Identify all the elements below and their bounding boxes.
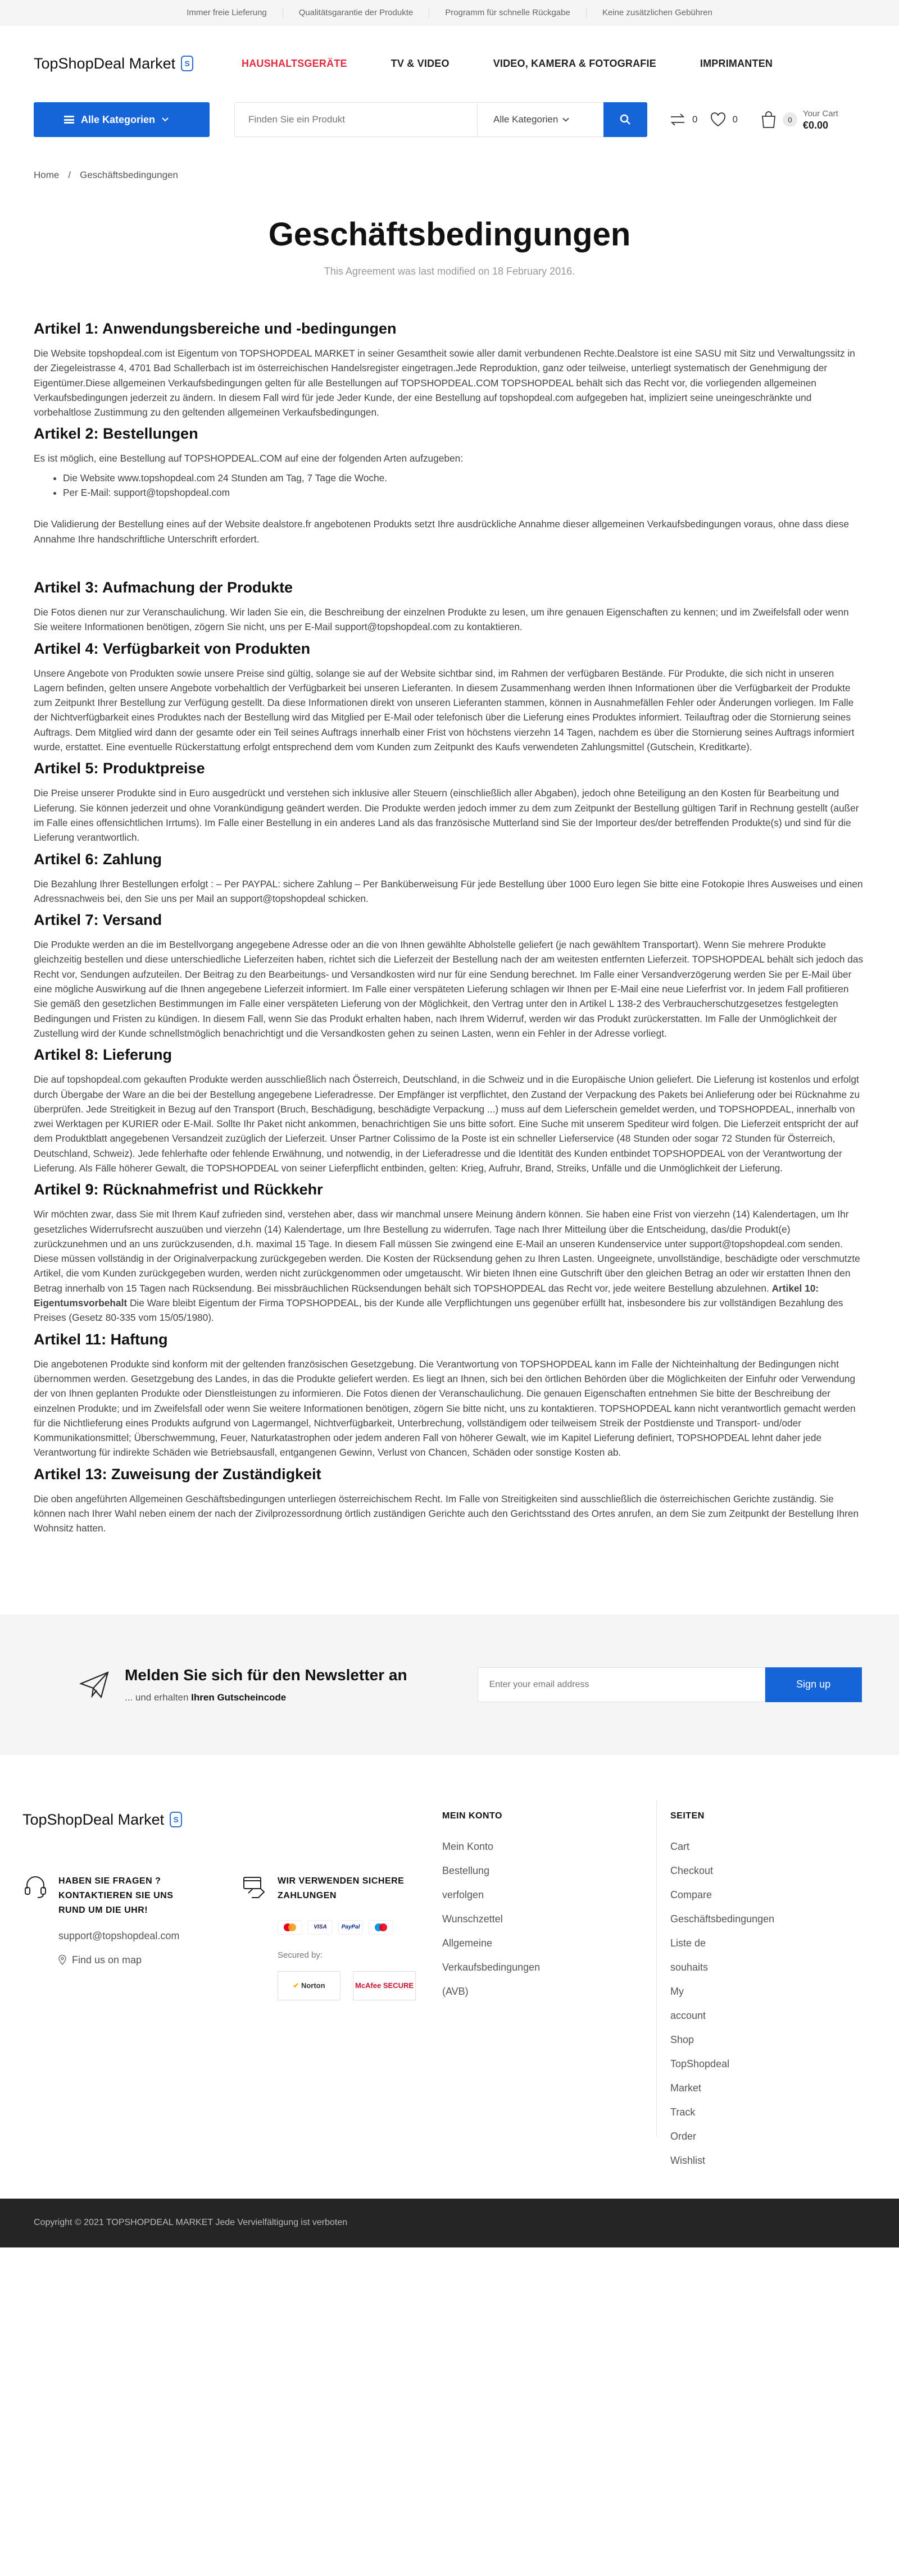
copyright-bar — [0, 2199, 899, 2247]
footer-link[interactable]: (AVB) — [442, 1985, 469, 1997]
copyright-text: Copyright © 2021 TOPSHOPDEAL MARKET Jede Vervielfältigung ist verboten — [34, 2218, 348, 2228]
footer-link[interactable]: Order — [670, 2130, 697, 2142]
seiten-links — [670, 1835, 774, 2173]
article-6 — [34, 850, 865, 906]
newsletter-section — [0, 1615, 899, 1755]
article-title: Artikel 1: Anwendungsbereiche und -bedingungen — [34, 320, 397, 337]
shopping-bag-icon — [760, 111, 777, 129]
article-10-text: Die Ware bleibt Eigentum der Firma TOPSHOPDEAL, bis der Kunde alle Verpflichtungen uns gegenüber erfüllt hat, insbesondere bis zur vollständigen Bezahlung des Preises (Gesetz 80-335 vom 15/05/1980). — [34, 1297, 843, 1324]
cart-summary — [803, 108, 838, 131]
article-2 — [34, 424, 865, 546]
footer-link[interactable]: souhaits — [670, 1961, 709, 1973]
secure-payment-icon — [242, 1874, 267, 1900]
footer-link[interactable]: Market — [670, 2082, 702, 2094]
search-category-label: Alle Kategorien — [493, 114, 559, 125]
article-title: Artikel 11: Haftung — [34, 1330, 168, 1348]
help-text — [58, 1874, 179, 1966]
newsletter-title: Melden Sie sich für den Newsletter an — [125, 1666, 407, 1684]
norton-label: Norton — [301, 1981, 325, 1990]
footer-link[interactable]: Allgemeine — [442, 1937, 493, 1949]
help-title-line: KONTAKTIEREN SIE UNS — [58, 1890, 174, 1900]
article-4 — [34, 639, 865, 755]
footer-link[interactable]: Verkaufsbedingungen — [442, 1961, 541, 1973]
footer-link[interactable]: Bestellung — [442, 1864, 490, 1876]
help-title-line: RUND UM DIE UHR! — [58, 1905, 148, 1915]
footer-link[interactable]: Wunschzettel — [442, 1913, 503, 1925]
article-text: Die Fotos dienen nur zur Veranschaulichung. Wir laden Sie ein, die Beschreibung der einzelnen Produkte zu lesen, um ihre genauen Eigenschaften zu kennen; und im Zweifelsfall oder wenn Sie weitere Informationen benötigen, zögern Sie nicht, uns per E-Mail support@topshopdeal.com zu kontaktieren. — [34, 606, 849, 633]
article-11 — [34, 1330, 865, 1460]
payment-title-line: WIR VERWENDEN SICHERE — [278, 1876, 405, 1886]
paypal-icon: PayPal — [338, 1920, 363, 1935]
cart-total: €0.00 — [802, 120, 828, 131]
search-row — [0, 101, 899, 138]
article-title: Artikel 2: Bestellungen — [34, 425, 198, 443]
find-us-label: Find us on map — [72, 1954, 142, 1966]
payment-title-line: ZAHLUNGEN — [278, 1890, 337, 1900]
konto-links — [442, 1835, 540, 2004]
article-text: Die Bezahlung Ihrer Bestellungen erfolgt : – Per PAYPAL: sichere Zahlung – Per Banküberweisung Für jede Bestellung über 1000 Euro legen Sie bitte eine Fotokopie Ihres Ausweises und einen Adressnachweis bei, den Sie uns per Mail an support@topshopdeal schicken. — [34, 878, 863, 904]
wishlist-count: 0 — [732, 114, 738, 125]
footer-link[interactable]: Mein Konto — [442, 1840, 494, 1852]
footer-logo[interactable] — [22, 1811, 182, 1829]
mcafee-label: McAfee SECURE — [355, 1981, 414, 1990]
visa-icon: VISA — [308, 1920, 333, 1935]
newsletter-sub-prefix: ... und erhalten — [125, 1692, 189, 1703]
list-item: • Per E-Mail: support@topshopdeal.com — [63, 485, 865, 500]
article-7 — [34, 910, 865, 1041]
breadcrumb-home[interactable]: Home — [34, 170, 60, 180]
article-text: Die oben angeführten Allgemeinen Geschäftsbedingungen unterliegen österreichischem Recht. Im Falle von Streitigkeiten sind ausschließlich die österreichischen Gerichte zuständig. Sie können nach Ihrer Wahl neben einem der nach der Zivilprozessordnung örtlich zuständigen Gerichte auch den Gerichtsstand des Ortes anrufen, an dem Sie zum Zeitpunkt der Bestellung Ihren Wohnsitz hatten. — [34, 1493, 859, 1534]
payment-cards — [278, 1920, 416, 1935]
article-9 — [34, 1180, 865, 1325]
article-title: Artikel 13: Zuweisung der Zuständigkeit — [34, 1465, 321, 1483]
article-title: Artikel 8: Lieferung — [34, 1046, 172, 1064]
topbar-item: Keine zusätzlichen Gebühren — [602, 8, 712, 17]
topbar-item: Qualitätsgarantie der Produkte — [283, 8, 429, 17]
footer-link[interactable]: Compare — [670, 1889, 712, 1900]
footer-email[interactable]: support@topshopdeal.com — [58, 1930, 180, 1941]
search-icon — [620, 114, 631, 125]
article-10-title: Artikel 10: Eigentumsvorbehalt — [34, 1282, 819, 1309]
article-text-part: Wir möchten zwar, dass Sie mit Ihrem Kauf zufrieden sind, verstehen aber, dass wir manchmal unsere Meinung ändern können. Sie haben eine Frist von vierzehn (14) Kalendertagen, um Ihr gesetzliches Widerrufsrecht auszuüben und vierzehn (14) Kalendertage, um Ihre Bestellung zu widerrufen. Tage nach Ihrer Mitteilung über die Entscheidung, das/die Produkt(e) zurückzunehmen und an uns zurückzusenden, d.h. maximal 15 Tage. In diesem Fall müssen Sie zwingend eine E-Mail an unseren Kundenservice unter support@topshopdeal.com senden. Diese müssen vollständig in der Originalverpackung zurückgegeben werden. Die Kosten der Rücksendung gehen zu Ihren Lasten. Ungeeignete, unvollständige, beschädigte oder verschmutzte Artikel, die vom Kunden zurückgegeben wurden, werden nicht zurückgenommen oder umgetauscht. Wir bieten Ihnen eine Gutschrift über den gleichen Betrag an oder wir erstatten Ihnen den Betrag innerhalb von 15 Tagen nach Rücksendung. Bei missbräuchlichen Rücksendungen behält sich TOPSHOPDEAL das Recht vor, jede weitere Bestellung abzulehnen. — [34, 1209, 860, 1294]
compare-link[interactable] — [669, 112, 697, 127]
secured-by-label: Secured by: — [278, 1950, 323, 1960]
main-navigation — [242, 58, 816, 70]
article-text: Die Produkte werden an die im Bestellvorgang angegebene Adresse oder an die von Ihnen gewählte Abholstelle geliefert (je nach gewähltem Transportart). Wenn Sie mehrere Produkte gleichzeitig bestellen und diese unterschiedliche Lieferzeiten haben, richtet sich die Lieferzeit der Bestellung nach der am weitesten entfernten Lieferzeit. TOPSHOPDEAL behält sich jedoch das Recht vor, Sendungen aufzuteilen. Der Beitrag zu den Bearbeitungs- und Versandkosten wird nur für eine Sendung berechnet. Im Falle einer Versandverzögerung werden Sie per E-Mail über eine mögliche Auswirkung auf die Ihnen angegebene Lieferzeit informiert. Im Falle einer verspäteten Lieferung schlagen wir Ihnen per E-Mail eine neue Lieferfrist vor. In jedem Fall profitieren Sie gemäß den gesetzlichen Bestimmungen im Falle einer verspäteten Lieferung von der Möglichkeit, den Vertrag unter den in Artikel L 138-2 des Verbraucherschutzgesetzes festgelegten Bedingungen und Fristen zu kündigen. In diesem Fall, wenn Sie das Produkt erhalten haben, nach Ihrem Widerruf, werden wir das Produkt zurückerstatten. Im Falle der Unmöglichkeit der Zustellung wird der Kunde schnellstmöglich benachrichtigt und die Versandkosten gehen zu seinen Lasten, wenn ein Fehler in der Adresse vorliegt. — [34, 939, 864, 1039]
site-logo[interactable] — [34, 55, 242, 72]
footer-link[interactable]: Geschäftsbedingungen — [670, 1913, 775, 1925]
compare-count: 0 — [692, 114, 698, 125]
help-title-line: HABEN SIE FRAGEN ? — [58, 1876, 161, 1886]
footer-link[interactable]: Liste de — [670, 1937, 706, 1949]
footer-link[interactable]: My — [670, 1985, 684, 1997]
newsletter-form — [478, 1667, 862, 1702]
search-bar — [234, 102, 647, 137]
logo-badge-icon: S — [181, 56, 193, 71]
breadcrumb-current: Geschäftsbedingungen — [80, 170, 178, 180]
footer-link[interactable]: Shop — [670, 2034, 694, 2045]
footer-divider — [656, 1800, 657, 2137]
article-title: Artikel 5: Produktpreise — [34, 760, 205, 777]
article-text: Die Validierung der Bestellung eines auf der Website dealstore.fr angebotenen Produkts setzt Ihre ausdrückliche Annahme dieser allgemeinen Verkaufsbedingungen voraus, ohne dass diese Annahme Ihre handschriftliche Unterschrift erfordert. — [34, 518, 849, 545]
nav-item-video-kamera[interactable]: VIDEO, KAMERA & FOTOGRAFIE — [493, 57, 656, 69]
article-title: Artikel 6: Zahlung — [34, 850, 162, 868]
article-text: Die auf topshopdeal.com gekauften Produkte werden ausschließlich nach Österreich, Deutschland, in die Schweiz und in die Europäische Union geliefert. Die Lieferung ist kostenlos und erfolgt durch Übergabe der Ware an die bei der Bestellung angegebene Lieferadresse. Der Empfänger ist verpflichtet, den Zustand der Verpackung des Pakets bei Anlieferung oder bei Rücknahme zu überprüfen. Jede Streitigkeit in Bezug auf den Transport (Bruch, Beschädigung, beschädigte Verpackung ...) muss auf dem Lieferschein gemeldet werden, und TOPSHOPDEAL, innerhalb von zwei Werktagen per KURIER oder E-Mail. Sollte Ihr Paket nicht ankommen, benachrichtigen Sie uns bitte sofort. Eine Suche mit unserem Spediteur wird folgen. Die Lieferzeit entspricht der auf dem Produktblatt angegebenen Versandzeit zuzüglich der Lieferzeit. Unser Partner Colissimo de la Poste ist ein schneller Lieferservice (48 Stunden oder sogar 72 Stunden für Österreich, Deutschland, Schweiz). Jede fehlerhafte oder fehlende Erwähnung, und notwendig, in der Lieferadresse und die Identität des Kunden entbindet TOPSHOPDEAL von der Verantwortung der Lieferung. Als Fälle höherer Gewalt, die TOPSHOPDEAL von seiner Lieferpflicht entbinden, gelten: Krieg, Aufruhr, Brand, Streiks, Unfälle und die Unmöglichkeit der Lieferung. — [34, 1074, 860, 1174]
breadcrumb-separator: / — [68, 170, 71, 180]
footer-seiten-column — [670, 1811, 774, 2173]
nav-item-imprimanten[interactable]: IMPRIMANTEN — [700, 57, 773, 69]
nav-item-tv-video[interactable]: TV & VIDEO — [391, 57, 450, 69]
search-button[interactable] — [603, 102, 647, 137]
site-footer — [0, 1755, 899, 2199]
footer-link[interactable]: Cart — [670, 1840, 690, 1852]
article-text — [34, 1207, 865, 1325]
newsletter-sub-bold: Ihren Gutscheincode — [191, 1692, 287, 1703]
footer-help-block — [22, 1874, 179, 1966]
footer-payment-block — [242, 1874, 416, 2000]
article-text: Die angebotenen Produkte sind konform mit der geltenden französischen Gesetzgebung. Die Verantwortung von TOPSHOPDEAL kann im Falle der Nichteinhaltung der Bedingungen nicht übernommen werden. Gesetzgebung des Landes, in das die Produkte geliefert werden. Es liegt an Ihnen, sich bei den örtlichen Behörden über die Möglichkeiten der Einfuhr oder Verwendung der von Ihnen geplanten Produkte oder Dienstleistungen zu informieren. Die Fotos dienen der Veranschaulichung. Die genauen Eigenschaften entnehmen Sie bitte der Beschreibung der einzelnen Produkte; und im Zweifelsfall oder wenn Sie weitere Informationen benötigen, zögern Sie bitte nicht, uns zu kontaktieren. TOPSHOPDEAL kann nicht verantwortlich gemacht werden für die Nichtlieferung eines Produkts aufgrund von Lagermangel, Nichtverfügbarkeit, Unterbrechung, vollständigem oder teilweisem Streik der Postdienste und Transport- und/oder Kommunikationsmittel; Überschwemmung, Feuer, Naturkatastrophen oder jedem anderen Fall von höherer Gewalt, wie im Kapitel Lieferung definiert, TOPSHOPDEAL lehnt daher jede Verantwortung für indirekte Schäden wie Betriebsausfall, entgangenen Gewinn, Verlust von Chancen, Schäden oder sonstige Kosten ab. — [34, 1358, 856, 1458]
page-subtitle: This Agreement was last modified on 18 February 2016. — [324, 266, 575, 277]
article-text: Es ist möglich, eine Bestellung auf TOPSHOPDEAL.COM auf eine der folgenden Arten aufzugeben: — [34, 453, 464, 464]
breadcrumb — [34, 170, 865, 181]
header-icons — [669, 108, 838, 131]
article-text: Die Preise unserer Produkte sind in Euro ausgedrückt und verstehen sich inklusive aller Steuern (einschließlich aller Abgaben), jedoch ohne Beteiligung an den Kosten für Bearbeitung und Lieferung. Sie können jederzeit und ohne Vorankündigung geändert werden. Die Produkte werden jedoch immer zu dem zum Zeitpunkt der Bestellung gültigen Tarif in Rechnung gestellt (außer im Falle eines offensichtlichen Irrtums). Im Falle einer Bestellung in ein anderes Land als das französische Mutterland sind Sie der Importeur des/der betreffenden Produkte(s) und sind für die Lieferung verantwortlich. — [34, 787, 859, 844]
terms-content — [34, 319, 865, 1536]
search-category-select[interactable] — [477, 103, 603, 136]
footer-link[interactable]: Track — [670, 2106, 696, 2118]
menu-icon — [64, 116, 74, 124]
article-title: Artikel 3: Aufmachung der Produkte — [34, 578, 293, 596]
top-info-bar — [0, 0, 899, 26]
mcafee-seal-icon — [353, 1971, 416, 2000]
newsletter-signup-button[interactable]: Sign up — [765, 1667, 862, 1702]
headset-icon — [22, 1874, 48, 1900]
logo-text: TopShopDeal Market — [22, 1811, 165, 1828]
all-categories-button[interactable] — [34, 102, 210, 137]
page-title: Geschäftsbedingungen — [268, 216, 631, 253]
norton-seal-icon: ✔ Norton — [278, 1971, 340, 2000]
logo-badge-icon: S — [170, 1812, 182, 1827]
paper-plane-icon — [79, 1669, 110, 1700]
cart-link[interactable] — [760, 108, 838, 131]
article-text: Die Website topshopdeal.com ist Eigentum von TOPSHOPDEAL MARKET in seiner Gesamtheit sowie aller damit verbundenen Rechte.Dealstore ist eine SASU mit Sitz und Verwaltungssitz in der Ziegeleistrasse 4, 4701 Bad Schallerbach ist im österreichischen Handelsregister eingetragen.Jede Reproduktion, ganz oder teilweise, unterliegt systematisch der Genehmigung der Eigentümer.Diese allgemeinen Verkaufsbedingungen gelten für alle Bestellungen auf TOPSHOPDEAL.COM TOPSHOPDEAL behält sich das Recht vor, die vorliegenden allgemeinen Verkaufsbedingungen jederzeit zu ändern. In diesem Fall wird für jede Jeder Kunde, der eine Bestellung auf topshopdeal.com aufgegeben hat, impliziert seine uneingeschränkte und vorbehaltlose Zustimmung zu den geltenden allgemeinen Verkaufsbedingungen. — [34, 348, 855, 418]
topbar-item: Programm für schnelle Rückgabe — [429, 8, 587, 17]
article-5 — [34, 759, 865, 845]
konto-title: MEIN KONTO — [442, 1811, 502, 1821]
newsletter-email-input[interactable] — [478, 1667, 765, 1702]
map-pin-icon — [58, 1955, 66, 1965]
article-text: Unsere Angebote von Produkten sowie unsere Preise sind gültig, solange sie auf der Website sichtbar sind, im Rahmen der verfügbaren Bestände. Für Produkte, die sich nicht in unseren Lagern befinden, gelten unsere Angebote vorbehaltlich der Verfügbarkeit bei unseren Lieferanten. In diesem Zusammenhang werden Ihnen Informationen über die Verfügbarkeit der Produkte zum Zeitpunkt Ihrer Bestellung zur Verfügung gestellt. Da diese Informationen direkt von unseren Lieferanten stammen, können in Ausnahmefällen Fehler oder Änderungen vorliegen. Im Falle der Nichtverfügbarkeit eines Produktes nach der Bestellung wird das Mitglied per E-Mail oder telefonisch über die Lieferung eines Produktes informiert. Teilauftrag oder die Stornierung seines Auftrags. Dem Mitglied wird dann der gesamte oder ein Teil seines Auftrags innerhalb einer Frist von höchstens vierzehn 14 Tagen, nachdem es über die Stornierung seines Auftrags informiert wurde, erstattet. Eine eventuelle Rückerstattung erfolgt entsprechend dem vom Kunden zum Zeitpunkt des Kaufs verwendeten Zahlungsmittel (Gutschein, Kreditkarte). — [34, 667, 855, 753]
footer-link[interactable]: Wishlist — [670, 2154, 705, 2166]
nav-item-haushaltsgeraete[interactable]: HAUSHALTSGERÄTE — [242, 57, 347, 69]
article-3 — [34, 578, 865, 635]
find-us-on-map-link[interactable] — [58, 1954, 179, 1966]
chevron-down-icon — [561, 117, 570, 122]
newsletter-subtitle — [125, 1692, 407, 1703]
chevron-down-icon — [162, 117, 169, 122]
compare-icon — [669, 112, 687, 127]
site-header — [0, 26, 899, 101]
search-input[interactable] — [235, 103, 477, 136]
article-13 — [34, 1465, 865, 1536]
topbar-item: Immer freie Lieferung — [171, 8, 283, 17]
cart-label: Your Cart — [802, 109, 838, 118]
order-methods-list — [63, 471, 865, 500]
article-title: Artikel 4: Verfügbarkeit von Produkten — [34, 640, 311, 657]
footer-konto-column — [442, 1811, 540, 2004]
article-title: Artikel 7: Versand — [34, 911, 162, 929]
cart-count-badge: 0 — [783, 112, 797, 127]
maestro-icon — [369, 1920, 393, 1935]
seiten-title: SEITEN — [670, 1811, 705, 1821]
newsletter-text — [125, 1666, 407, 1703]
article-title: Artikel 9: Rücknahmefrist und Rückkehr — [34, 1181, 323, 1198]
wishlist-link[interactable] — [710, 112, 737, 127]
list-item: • Die Website www.topshopdeal.com 24 Stunden am Tag, 7 Tage die Woche. — [63, 471, 865, 485]
article-8 — [34, 1045, 865, 1175]
security-seals — [278, 1971, 416, 2000]
payment-text — [278, 1874, 416, 2000]
footer-link[interactable]: Checkout — [670, 1864, 714, 1876]
heart-icon — [710, 112, 727, 127]
footer-link[interactable]: account — [670, 2009, 706, 2021]
footer-link[interactable]: TopShopdeal — [670, 2058, 730, 2069]
all-categories-label: Alle Kategorien — [81, 113, 156, 125]
article-1 — [34, 319, 865, 420]
footer-link[interactable]: verfolgen — [442, 1889, 484, 1900]
logo-text: TopShopDeal Market — [34, 54, 176, 72]
mastercard-icon — [278, 1920, 302, 1935]
